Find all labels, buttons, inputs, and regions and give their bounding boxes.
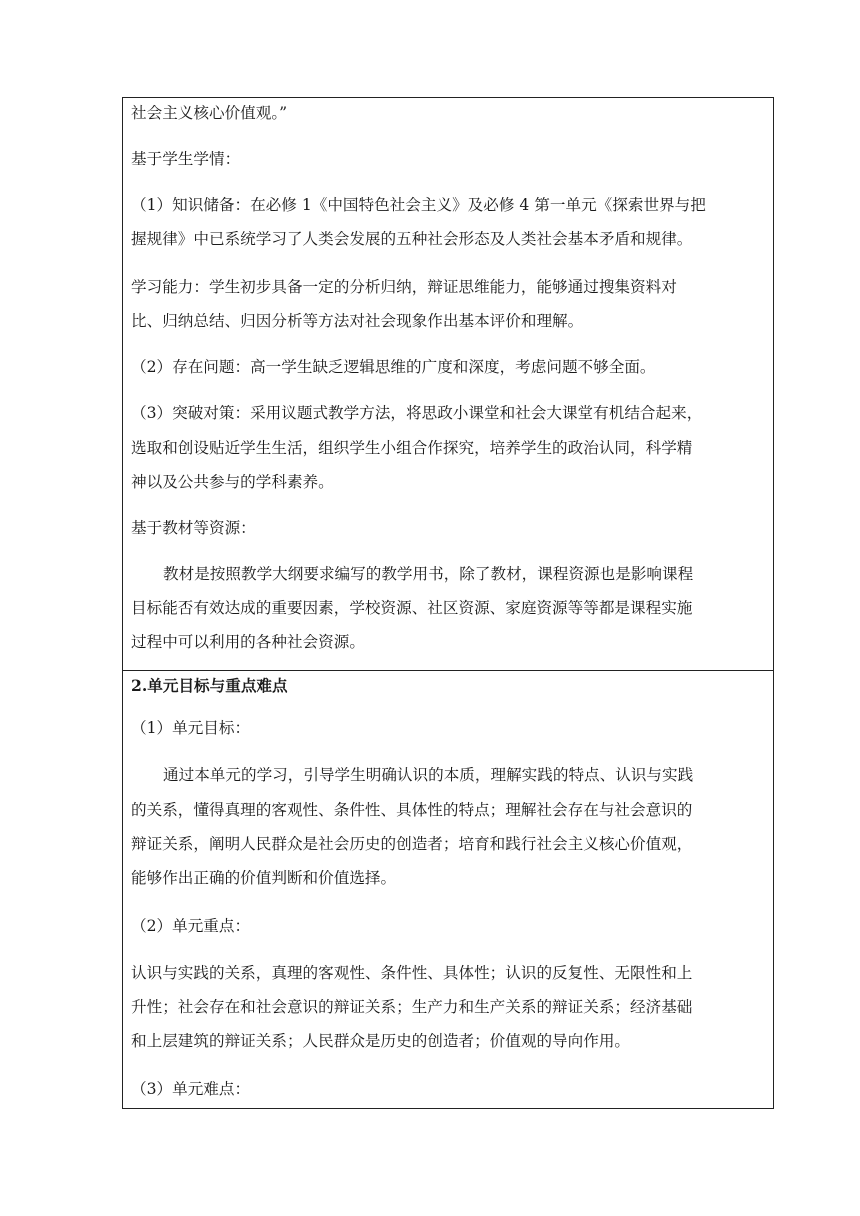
text-line: 目标能否有效达成的重要因素，学校资源、社区资源、家庭资源等等都是课程实施: [131, 599, 693, 617]
text-line: 社会主义核心价值观。”: [131, 104, 288, 122]
text-line: 能够作出正确的价值判断和价值选择。: [131, 869, 397, 887]
text-line: 选取和创设贴近学生生活，组织学生小组合作探究，培养学生的政治认同，科学精: [131, 439, 693, 457]
section-heading: 2.单元目标与重点难点: [131, 676, 288, 695]
unit-goals-cell: [123, 670, 773, 1108]
text-line: （2）存在问题：高一学生缺乏逻辑思维的广度和深度，考虑问题不够全面。: [131, 358, 656, 376]
text-line: 和上层建筑的辩证关系；人民群众是历史的创造者；价值观的导向作用。: [131, 1032, 631, 1050]
learning-situation-cell: [123, 98, 773, 670]
text-line: 比、归纳总结、归因分析等方法对社会现象作出基本评价和理解。: [131, 312, 584, 330]
text-line: （1）知识储备：在必修 1《中国特色社会主义》及必修 4 第一单元《探索世界与把: [131, 196, 706, 214]
text-line: 的关系，懂得真理的客观性、条件性、具体性的特点；理解社会存在与社会意识的: [131, 801, 693, 819]
text-line: （3）单元难点：: [131, 1080, 251, 1098]
text-line: 神以及公共参与的学科素养。: [131, 473, 334, 491]
text-line: 基于教材等资源：: [131, 519, 256, 537]
text-line: （2）单元重点：: [131, 917, 251, 935]
text-line: 基于学生学情：: [131, 150, 241, 168]
text-line: 学习能力：学生初步具备一定的分析归纳，辩证思维能力，能够通过搜集资料对: [131, 278, 677, 296]
document-table: [122, 97, 774, 1109]
text-line: 通过本单元的学习，引导学生明确认识的本质，理解实践的特点、认识与实践: [163, 766, 694, 784]
text-line: （1）单元目标：: [131, 719, 251, 737]
text-line: 认识与实践的关系，真理的客观性、条件性、具体性；认识的反复性、无限性和上: [131, 964, 693, 982]
text-line: 辩证关系，阐明人民群众是社会历史的创造者；培育和践行社会主义核心价值观，: [131, 835, 693, 853]
text-line: 握规律》中已系统学习了人类会发展的五种社会形态及人类社会基本矛盾和规律。: [131, 230, 693, 248]
text-line: （3）突破对策：采用议题式教学方法，将思政小课堂和社会大课堂有机结合起来，: [131, 404, 703, 422]
text-line: 教材是按照教学大纲要求编写的教学用书，除了教材，课程资源也是影响课程: [163, 565, 694, 583]
text-line: 过程中可以利用的各种社会资源。: [131, 633, 365, 651]
text-line: 升性；社会存在和社会意识的辩证关系；生产力和生产关系的辩证关系；经济基础: [131, 998, 693, 1016]
